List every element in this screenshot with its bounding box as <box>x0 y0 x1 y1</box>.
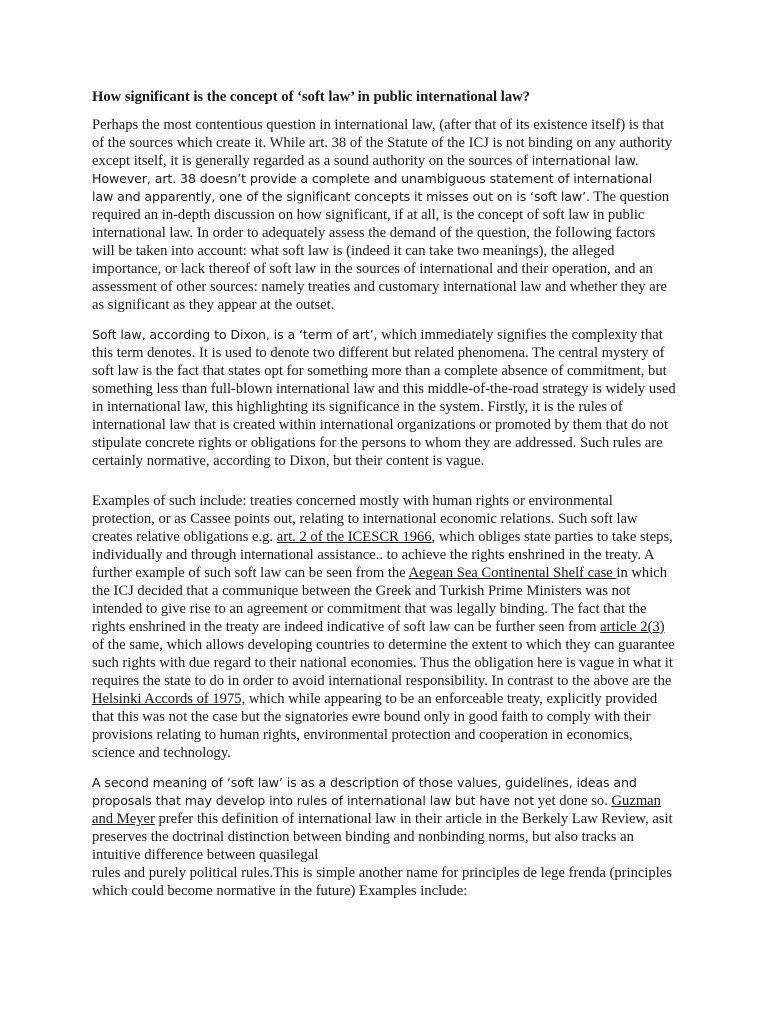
text-run-alt-font: Soft law, according to Dixon, is a ‘term of art’, <box>92 327 378 342</box>
link-helsinki-accords[interactable]: Helsinki Accords of 1975, <box>92 691 246 707</box>
text-run: , which obliges state parties to take steps, individually and through international assistance.. to achieve the rights enshrined in the treaty. A further example of such soft law can be seen from the <box>92 529 673 581</box>
text-run-alt-font: A second meaning of ‘soft law’ is as a description of those values, guidelines, ideas and proposals that may develop into rules of international law but have not <box>92 775 637 808</box>
text-run: which while appearing to be an enforceable treaty, explicitly provided that this was not the case but the signatories ewre bound only in good faith to comply with their provisions relating to human rights, environmental protection and cooperation in economics, science and technology. <box>92 691 658 761</box>
paragraph-second-meaning <box>92 774 676 900</box>
text-run: which immediately signifies the complexity that this term denotes. It is used to denote two different but related phenomena. The central mystery of soft law is the fact that states opt for something more than a complete absence of commitment, but something less than full-blown international law and this middle-of-the-road strategy is widely used in international law, this highlighting its significance in the system. Firstly, it is the rules of international law that is created within international organizations or promoted by them that do not stipulate concrete rights or obligations for the persons to whom they are addressed. Such rules are certainly normative, according to Dixon, but their content is vague. <box>92 327 676 469</box>
link-article-2-3[interactable]: article 2(3) <box>600 619 665 635</box>
text-run: yet done so. <box>534 793 612 809</box>
document-title: How significant is the concept of ‘soft law’ in public international law? <box>92 89 530 105</box>
paragraph-sources-of-law <box>92 116 676 314</box>
text-run: Examples of such include: treaties concerned mostly with human rights or environmental protection, or as Cassee points out, relating to international economic relations. Such soft law creates relative obligations e.g. <box>92 493 638 545</box>
text-run: of the same, which allows developing countries to determine the extent to which they can guarantee such rights with due regard to their national economies. Thus the obligation here is vague in what it requires the state to do in order to avoid international responsibility. In contrast to the above are the <box>92 637 675 689</box>
text-run-alt-font: international law. However, art. 38 doesn’t provide a complete and unambiguous statement of international law and apparently, one of the significant concepts it misses out on is ‘soft law’. <box>92 153 653 204</box>
text-run: prefer this definition of international law in their article in the Berkely Law Review, asit preserves the doctrinal distinction between binding and nonbinding norms, but also tracks an intuitive difference between quasilegal <box>92 811 673 863</box>
text-run: in which the ICJ decided that a communique between the Greek and Turkish Prime Ministers was not intended to give rise to an agreement or commitment that was legally binding. The fact that the rights enshrined in the treaty are indeed indicative of soft law can be further seen from <box>92 565 668 635</box>
paragraph-examples <box>92 492 676 762</box>
text-run: Perhaps the most contentious question in international law, (after that of its existence itself) is that of the sources which create it. While art. 38 of the Statute of the ICJ is not binding on any authority except itself, it is generally regarded as a sound authority on the sources of <box>92 117 673 169</box>
paragraph-dixon-definition <box>92 326 676 470</box>
text-run: The question required an in-depth discussion on how significant, if at all, is the concept of soft law in public international law. In order to adequately assess the demand of the question, the following factors will be taken into account: what soft law is (indeed it can take two meanings), the alleged importance, or lack thereof of soft law in the sources of international and their operation, and an assessment of other sources: namely treaties and customary international law and whether they are as significant as they appear at the outset. <box>92 189 670 313</box>
link-guzman-and-meyer[interactable]: Guzman and Meyer <box>92 793 661 827</box>
link-icescr-art-2[interactable]: art. 2 of the ICESCR 1966 <box>276 529 432 545</box>
link-aegean-sea-case[interactable]: Aegean Sea Continental Shelf case <box>408 565 617 581</box>
text-run: rules and purely political rules.This is simple another name for principles de lege frenda (principles which could become normative in the future) Examples include: <box>92 865 672 899</box>
